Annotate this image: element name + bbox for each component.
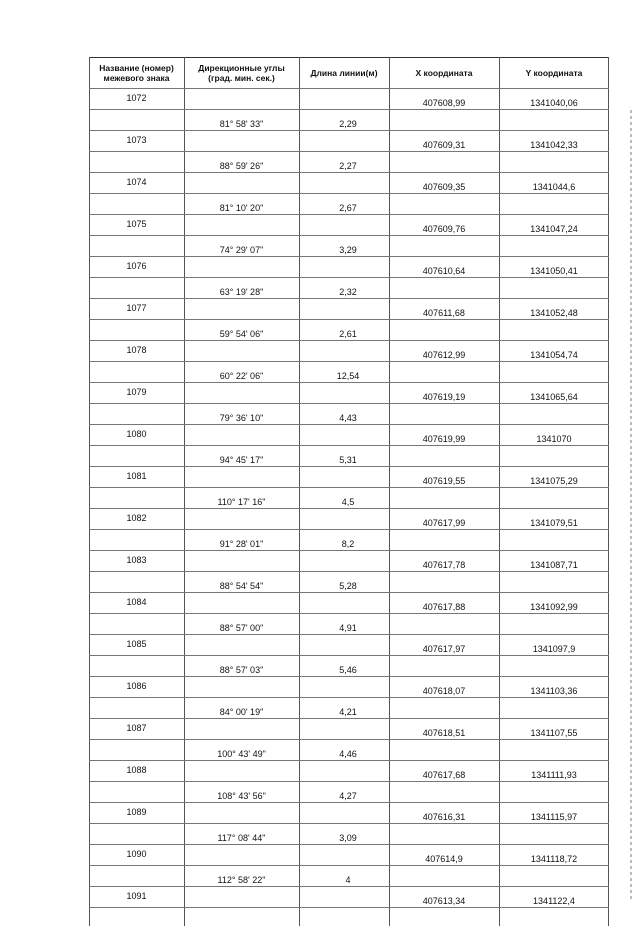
point-y: 1341092,99 <box>530 602 578 612</box>
row-divider <box>89 865 609 866</box>
point-name: 1078 <box>126 345 147 355</box>
point-y: 1341103,36 <box>530 686 578 696</box>
segment-length: 8,2 <box>341 539 355 549</box>
point-x: 407608,99 <box>422 98 466 108</box>
segment-angle: 63° 19' 28" <box>219 287 264 297</box>
row-divider <box>89 319 609 320</box>
row-divider <box>89 508 609 509</box>
row-divider <box>89 466 609 467</box>
point-name: 1073 <box>126 135 147 145</box>
table-header <box>89 57 609 89</box>
point-y: 1341052,48 <box>530 308 578 318</box>
point-x: 407619,19 <box>422 392 466 402</box>
point-y: 1341044,6 <box>532 182 576 192</box>
point-x: 407618,51 <box>422 728 466 738</box>
point-y: 1341087,71 <box>530 560 578 570</box>
segment-angle: 94° 45' 17" <box>219 455 264 465</box>
header-x: X координата <box>415 68 473 78</box>
point-name: 1083 <box>126 555 147 565</box>
segment-angle: 88° 57' 00" <box>219 623 264 633</box>
point-y: 1341107,55 <box>530 728 578 738</box>
point-x: 407617,97 <box>422 644 466 654</box>
segment-length: 5,46 <box>339 665 357 675</box>
point-x: 407617,68 <box>422 770 466 780</box>
header-name: Название (номер) межевого знака <box>99 63 174 83</box>
point-y: 1341115,97 <box>530 812 578 822</box>
point-y: 1341047,24 <box>530 224 578 234</box>
segment-angle: 108° 43' 56" <box>217 791 266 801</box>
point-y: 1341040,06 <box>530 98 578 108</box>
row-divider <box>89 697 609 698</box>
row-divider <box>89 109 609 110</box>
row-divider <box>89 886 609 887</box>
point-name: 1082 <box>126 513 147 523</box>
point-y: 1341097,9 <box>532 644 576 654</box>
segment-length: 4,91 <box>339 623 357 633</box>
point-name: 1075 <box>126 219 147 229</box>
segment-length: 2,67 <box>339 203 357 213</box>
row-divider <box>89 823 609 824</box>
point-x: 407611,68 <box>423 308 465 318</box>
row-divider <box>89 382 609 383</box>
point-y: 1341070 <box>536 434 572 444</box>
row-divider <box>89 844 609 845</box>
header-angle: Дирекционные углы (град. мин. сек.) <box>198 63 285 83</box>
row-divider <box>89 487 609 488</box>
row-divider <box>89 592 609 593</box>
segment-length: 4,43 <box>339 413 357 423</box>
segment-angle: 112° 58' 22" <box>217 875 266 885</box>
point-name: 1076 <box>126 261 147 271</box>
row-divider <box>89 172 609 173</box>
point-y: 1341111,93 <box>531 770 577 780</box>
point-name: 1091 <box>126 891 147 901</box>
point-y: 1341075,29 <box>530 476 578 486</box>
segment-length: 3,29 <box>339 245 357 255</box>
point-x: 407619,99 <box>422 434 466 444</box>
row-divider <box>89 718 609 719</box>
segment-length: 2,61 <box>339 329 357 339</box>
row-divider <box>89 802 609 803</box>
point-name: 1089 <box>126 807 147 817</box>
row-divider <box>89 151 609 152</box>
point-y: 1341065,64 <box>530 392 578 402</box>
point-name: 1084 <box>126 597 147 607</box>
row-divider <box>89 676 609 677</box>
point-name: 1088 <box>126 765 147 775</box>
point-name: 1081 <box>126 471 147 481</box>
point-y: 1341079,51 <box>530 518 578 528</box>
row-divider <box>89 613 609 614</box>
point-name: 1085 <box>126 639 147 649</box>
row-divider <box>89 88 609 89</box>
header-y: Y координата <box>525 68 583 78</box>
segment-length: 4,46 <box>339 749 357 759</box>
point-x: 407618,07 <box>422 686 466 696</box>
segment-angle: 88° 54' 54" <box>219 581 264 591</box>
point-name: 1079 <box>126 387 147 397</box>
segment-angle: 110° 17' 16" <box>217 497 266 507</box>
row-divider <box>89 655 609 656</box>
point-y: 1341122,4 <box>533 896 575 906</box>
segment-length: 4,5 <box>341 497 355 507</box>
row-divider <box>89 445 609 446</box>
segment-angle: 81° 58' 33" <box>219 119 264 129</box>
point-y: 1341050,41 <box>530 266 578 276</box>
point-x: 407617,99 <box>422 518 466 528</box>
segment-length: 5,28 <box>339 581 357 591</box>
point-x: 407619,55 <box>422 476 466 486</box>
segment-angle: 88° 57' 03" <box>219 665 264 675</box>
point-name: 1072 <box>126 93 147 103</box>
row-divider <box>89 361 609 362</box>
point-name: 1087 <box>126 723 147 733</box>
row-divider <box>89 340 609 341</box>
row-divider <box>89 907 609 908</box>
segment-angle: 81° 10' 20" <box>219 203 264 213</box>
point-y: 1341054,74 <box>530 350 578 360</box>
segment-angle: 117° 08' 44" <box>217 833 266 843</box>
segment-angle: 74° 29' 07" <box>219 245 264 255</box>
row-divider <box>89 298 609 299</box>
row-divider <box>89 235 609 236</box>
segment-length: 4 <box>345 875 351 885</box>
row-divider <box>89 277 609 278</box>
segment-angle: 100° 43' 49" <box>217 749 266 759</box>
point-x: 407613,34 <box>422 896 466 906</box>
segment-length: 5,31 <box>339 455 357 465</box>
row-divider <box>89 214 609 215</box>
row-divider <box>89 760 609 761</box>
point-x: 407609,35 <box>422 182 466 192</box>
point-name: 1080 <box>126 429 147 439</box>
segment-angle: 88° 59' 26" <box>219 161 264 171</box>
segment-length: 4,27 <box>339 791 357 801</box>
header-length: Длина линии(м) <box>310 68 378 78</box>
row-divider <box>89 634 609 635</box>
segment-angle: 84° 00' 19" <box>219 707 264 717</box>
segment-angle: 59° 54' 06" <box>219 329 264 339</box>
segment-angle: 91° 28' 01" <box>219 539 264 549</box>
segment-angle: 79° 36' 10" <box>219 413 264 423</box>
point-y: 1341042,33 <box>530 140 578 150</box>
row-divider <box>89 193 609 194</box>
point-x: 407609,31 <box>422 140 466 150</box>
row-divider <box>89 781 609 782</box>
segment-length: 12,54 <box>336 371 360 381</box>
segment-angle: 60° 22' 06" <box>219 371 264 381</box>
segment-length: 2,32 <box>339 287 357 297</box>
segment-length: 2,27 <box>339 161 357 171</box>
row-divider <box>89 571 609 572</box>
row-divider <box>89 256 609 257</box>
point-x: 407617,88 <box>422 602 466 612</box>
row-divider <box>89 550 609 551</box>
row-divider <box>89 739 609 740</box>
point-name: 1090 <box>126 849 147 859</box>
column-divider <box>89 57 90 926</box>
segment-length: 3,09 <box>339 833 357 843</box>
segment-length: 4,21 <box>339 707 357 717</box>
point-name: 1086 <box>126 681 147 691</box>
scan-margin-artifact <box>630 110 632 900</box>
point-y: 1341118,72 <box>530 854 578 864</box>
point-x: 407614,9 <box>425 854 463 864</box>
row-divider <box>89 424 609 425</box>
point-x: 407610,64 <box>422 266 466 276</box>
row-divider <box>89 529 609 530</box>
point-name: 1074 <box>126 177 147 187</box>
point-x: 407616,31 <box>422 812 466 822</box>
row-divider <box>89 130 609 131</box>
segment-length: 2,29 <box>339 119 357 129</box>
point-x: 407612,99 <box>422 350 466 360</box>
point-x: 407617,78 <box>422 560 466 570</box>
point-name: 1077 <box>126 303 147 313</box>
point-x: 407609,76 <box>422 224 466 234</box>
row-divider <box>89 403 609 404</box>
